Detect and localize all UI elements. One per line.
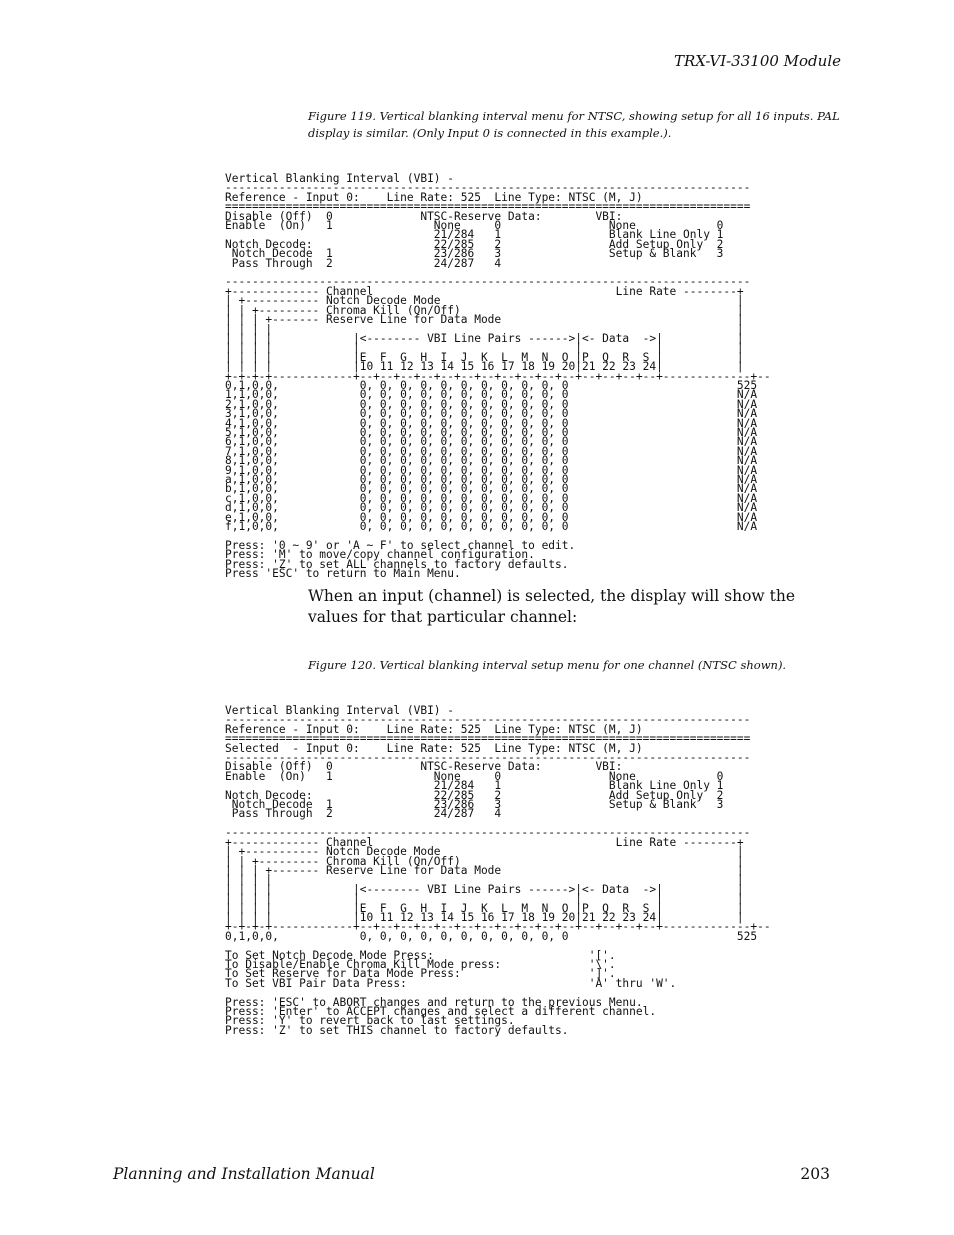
figure-119-terminal-screen: Vertical Blanking Interval (VBI) - ------------------------------------------------------------------------------ Reference - Input 0: Line Rate: 525 Line Type: NTSC (M, J) ============================================================================== Disable (Off) 0 NTSC-Reserve Data: VBI: Enable (On) 1 None 0 None 0 21/284 1 Blank Line Only 1 Notch Decode: 22/285 2 Add Setup Only 2 Notch Decode 1 23/286 3 Setup & Blank 3 Pass Through 2 24/287 4 ------------------------------------------------------------------------------ +------------- Channel Line Rate --------+ | +----------- Notch Decode Mode | | | +--------- Chroma Kill (On/Off) | | | | +------- Reserve Line for Data Mode | | | | | | | | | | |<-------- VBI Line Pairs ------>|<- Data ->| | | | | | | | | | | | | | |E F G H I J K L M N O |P Q R S | | | | | | |10 11 12 13 14 15 16 17 18 19 20|21 22 23 24| | +-+-+-+------------+--+--+--+--+--+--+--+--+--+--+--+--+--+--+--+-------------+-- 0,1,0,0, 0, 0, 0, 0, 0, 0, 0, 0, 0, 0, 0 525 1,1,0,0, 0, 0, 0, 0, 0, 0, 0, 0, 0, 0, 0 N/A 2,1,0,0, 0, 0, 0, 0, 0, 0, 0, 0, 0, 0, 0 N/A 3,1,0,0, 0, 0, 0, 0, 0, 0, 0, 0, 0, 0, 0 N/A 4,1,0,0, 0, 0, 0, 0, 0, 0, 0, 0, 0, 0, 0 N/A 5,1,0,0, 0, 0, 0, 0, 0, 0, 0, 0, 0, 0, 0 N/A 6,1,0,0, 0, 0, 0, 0, 0, 0, 0, 0, 0, 0, 0 N/A 7,1,0,0, 0, 0, 0, 0, 0, 0, 0, 0, 0, 0, 0 N/A 8,1,0,0, 0, 0, 0, 0, 0, 0, 0, 0, 0, 0, 0 N/A 9,1,0,0, 0, 0, 0, 0, 0, 0, 0, 0, 0, 0, 0 N/A a,1,0,0, 0, 0, 0, 0, 0, 0, 0, 0, 0, 0, 0 N/A b,1,0,0, 0, 0, 0, 0, 0, 0, 0, 0, 0, 0, 0 N/A c,1,0,0, 0, 0, 0, 0, 0, 0, 0, 0, 0, 0, 0 N/A d,1,0,0, 0, 0, 0, 0, 0, 0, 0, 0, 0, 0, 0 N/A e,1,0,0, 0, 0, 0, 0, 0, 0, 0, 0, 0, 0, 0 N/A f,1,0,0, 0, 0, 0, 0, 0, 0, 0, 0, 0, 0, 0 N/A Press: '0 ~ 9' or 'A ~ F' to select channel to edit. Press: 'M' to move/copy channel configuration. Press: 'Z' to set ALL channels to factory defaults. Press 'ESC' to return to Main Menu. xyxy=(225,172,771,581)
page-number: 203 xyxy=(800,1165,830,1183)
figure-120-terminal-screen: Vertical Blanking Interval (VBI) - ------------------------------------------------------------------------------ Reference - Input 0: Line Rate: 525 Line Type: NTSC (M, J) ============================================================================== Selected - Input 0: Line Rate: 525 Line Type: NTSC (M, J) ------------------------------------------------------------------------------ Disable (Off) 0 NTSC-Reserve Data: VBI: Enable (On) 1 None 0 None 0 21/284 1 Blank Line Only 1 Notch Decode: 22/285 2 Add Setup Only 2 Notch Decode 1 23/286 3 Setup & Blank 3 Pass Through 2 24/287 4 ------------------------------------------------------------------------------ +------------- Channel Line Rate --------+ | +----------- Notch Decode Mode | | | +--------- Chroma Kill (On/Off) | | | | +------- Reserve Line for Data Mode | | | | | | | | | | |<-------- VBI Line Pairs ------>|<- Data ->| | | | | | | | | | | | | | |E F G H I J K L M N O |P Q R S | | | | | | |10 11 12 13 14 15 16 17 18 19 20|21 22 23 24| | +-+-+-+------------+--+--+--+--+--+--+--+--+--+--+--+--+--+--+--+-------------+-- 0,1,0,0, 0, 0, 0, 0, 0, 0, 0, 0, 0, 0, 0 525 To Set Notch Decode Mode Press: '['. To Disable/Enable Chroma Kill Mode press: '\'. To Set Reserve for Data Mode Press: ']'. To Set VBI Pair Data Press: 'A' thru 'W'. Press: 'ESC' to ABORT changes and return to the previous Menu. Press: 'Enter' to ACCEPT changes and select a different channel. Press: 'Y' to revert back to last settings. Press: 'Z' to set THIS channel to factory defaults. xyxy=(225,704,771,1037)
running-header: TRX-VI-33100 Module xyxy=(673,52,841,70)
figure-119-caption: Figure 119. Vertical blanking interval menu for NTSC, showing setup for all 16 inputs. PAL display is similar. (Only Input 0 is connected in this example.). xyxy=(308,109,840,140)
body-paragraph: When an input (channel) is selected, the display will show the values for that particular channel: xyxy=(308,587,795,626)
footer-manual-title: Planning and Installation Manual xyxy=(113,1165,375,1183)
figure-120-caption: Figure 120. Vertical blanking interval setup menu for one channel (NTSC shown). xyxy=(308,658,787,672)
